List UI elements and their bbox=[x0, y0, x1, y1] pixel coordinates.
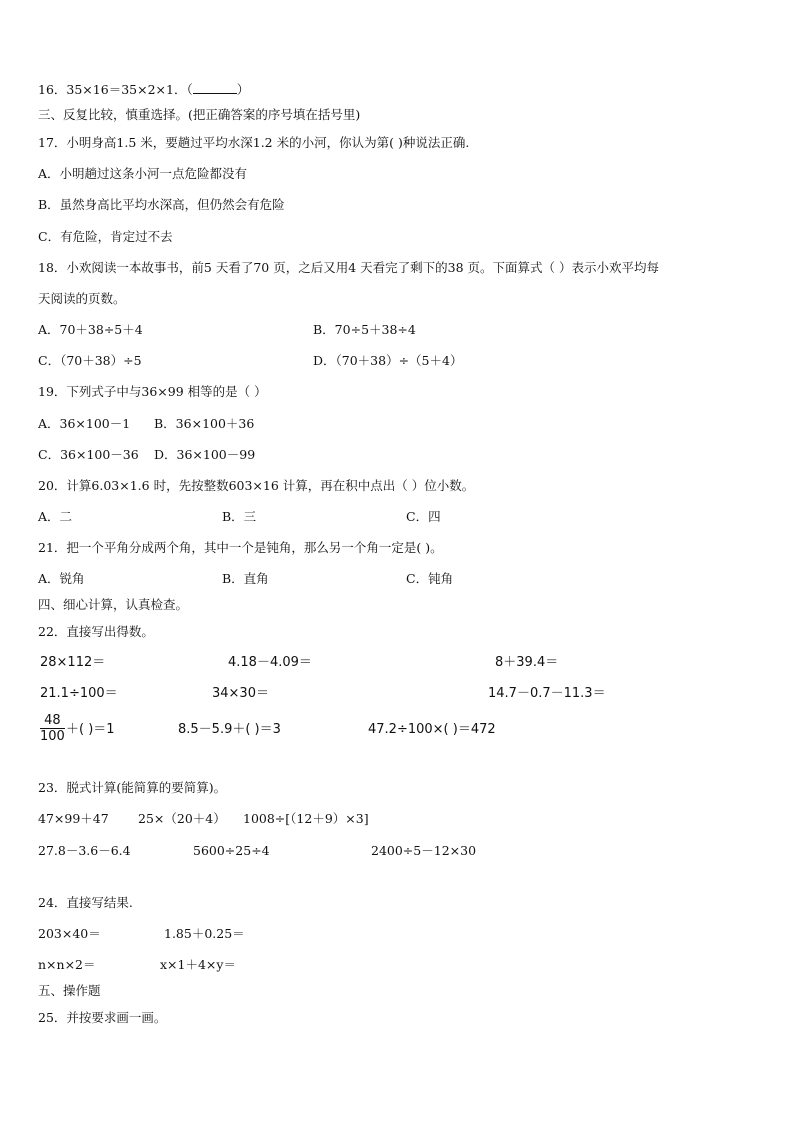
q21-stem: 21．把一个平角分成两个角，其中一个是钝角，那么另一个角一定是( )。 bbox=[38, 540, 443, 555]
q16 bbox=[38, 82, 249, 98]
q22-item-4: 21.1÷100＝ bbox=[40, 686, 118, 701]
q19-option-b[interactable]: B．36×100＋36 bbox=[154, 416, 255, 431]
q21-option-c[interactable]: C．钝角 bbox=[406, 571, 454, 586]
q23-item-3: 1008÷[（12＋9）×3] bbox=[243, 811, 369, 826]
q22-item-7[interactable]: ＋( )＝1 bbox=[66, 722, 115, 737]
q24-stem: 24．直接写结果. bbox=[38, 895, 133, 910]
section-4-heading: 四、细心计算，认真检查。 bbox=[38, 597, 189, 612]
q20-stem: 20．计算6.03×1.6 时，先按整数603×16 计算，再在积中点出（ ）位小数。 bbox=[38, 478, 475, 493]
q16-text: 16．35×16＝35×2×1．（ bbox=[38, 82, 193, 97]
q18-stem-line2: 天阅读的页数。 bbox=[38, 291, 126, 306]
q23-item-1: 47×99＋47 bbox=[38, 811, 109, 826]
q22-item-3: 8＋39.4＝ bbox=[495, 655, 559, 670]
q22-item-8[interactable]: 8.5－5.9＋( )＝3 bbox=[178, 722, 281, 737]
q23-item-5: 5600÷25÷4 bbox=[193, 843, 270, 858]
q18-option-b[interactable]: B．70÷5＋38÷4 bbox=[313, 322, 416, 337]
q18-stem-line1: 18．小欢阅读一本故事书，前5 天看了70 页，之后又用4 天看完了剩下的38 页。下面算式（ ）表示小欢平均每 bbox=[38, 260, 659, 275]
q23-stem: 23．脱式计算(能简算的要简算)。 bbox=[38, 780, 227, 795]
q24-item-1: 203×40＝ bbox=[38, 926, 101, 941]
q22-item-5: 34×30＝ bbox=[212, 686, 269, 701]
q17-option-c[interactable]: C．有危险，肯定过不去 bbox=[38, 229, 173, 244]
q20-option-a[interactable]: A．二 bbox=[38, 509, 73, 524]
q16-answer-blank[interactable] bbox=[193, 82, 237, 94]
q20-option-c[interactable]: C．四 bbox=[406, 509, 441, 524]
q17-stem: 17．小明身高1.5 米，要趟过平均水深1.2 米的小河，你认为第( )种说法正确. bbox=[38, 135, 470, 150]
q22-item-2: 4.18－4.09＝ bbox=[228, 655, 312, 670]
q21-option-b[interactable]: B．直角 bbox=[222, 571, 269, 586]
q24-item-3: n×n×2＝ bbox=[38, 957, 96, 972]
q18-option-a[interactable]: A．70＋38÷5＋4 bbox=[38, 322, 143, 337]
section-5-heading: 五、操作题 bbox=[38, 983, 101, 998]
q19-option-d[interactable]: D．36×100－99 bbox=[154, 447, 256, 462]
q18-option-c[interactable]: C．（70＋38）÷5 bbox=[38, 353, 142, 368]
q21-option-a[interactable]: A．锐角 bbox=[38, 571, 85, 586]
q22-item-9[interactable]: 47.2÷100×( )＝472 bbox=[368, 722, 496, 737]
q20-option-b[interactable]: B．三 bbox=[222, 509, 257, 524]
q24-item-4: x×1＋4×y＝ bbox=[160, 957, 236, 972]
q22-item-1: 28×112＝ bbox=[40, 655, 106, 670]
q23-item-2: 25×（20＋4） bbox=[138, 811, 226, 826]
q19-stem: 19．下列式子中与36×99 相等的是（ ） bbox=[38, 384, 267, 399]
q24-item-2: 1.85＋0.25＝ bbox=[164, 926, 245, 941]
q17-option-b[interactable]: B．虽然身高比平均水深高，但仍然会有危险 bbox=[38, 197, 285, 212]
q22-item-6: 14.7－0.7－11.3＝ bbox=[488, 686, 606, 701]
q22-fraction bbox=[40, 713, 65, 744]
q19-option-c[interactable]: C．36×100－36 bbox=[38, 447, 139, 462]
q22-stem: 22．直接写出得数。 bbox=[38, 624, 154, 639]
fraction-denominator: 100 bbox=[40, 729, 65, 744]
section-3-heading: 三、反复比较，慎重选择。(把正确答案的序号填在括号里) bbox=[38, 107, 361, 122]
fraction-numerator: 48 bbox=[40, 713, 65, 729]
q16-close: ） bbox=[236, 82, 250, 97]
q17-option-a[interactable]: A．小明趟过这条小河一点危险都没有 bbox=[38, 166, 248, 181]
q19-option-a[interactable]: A．36×100－1 bbox=[38, 416, 131, 431]
q18-option-d[interactable]: D．（70＋38）÷（5＋4） bbox=[313, 353, 463, 368]
q23-item-4: 27.8－3.6－6.4 bbox=[38, 843, 131, 858]
q23-item-6: 2400÷5－12×30 bbox=[371, 843, 477, 858]
q25-stem: 25．并按要求画一画。 bbox=[38, 1010, 167, 1025]
